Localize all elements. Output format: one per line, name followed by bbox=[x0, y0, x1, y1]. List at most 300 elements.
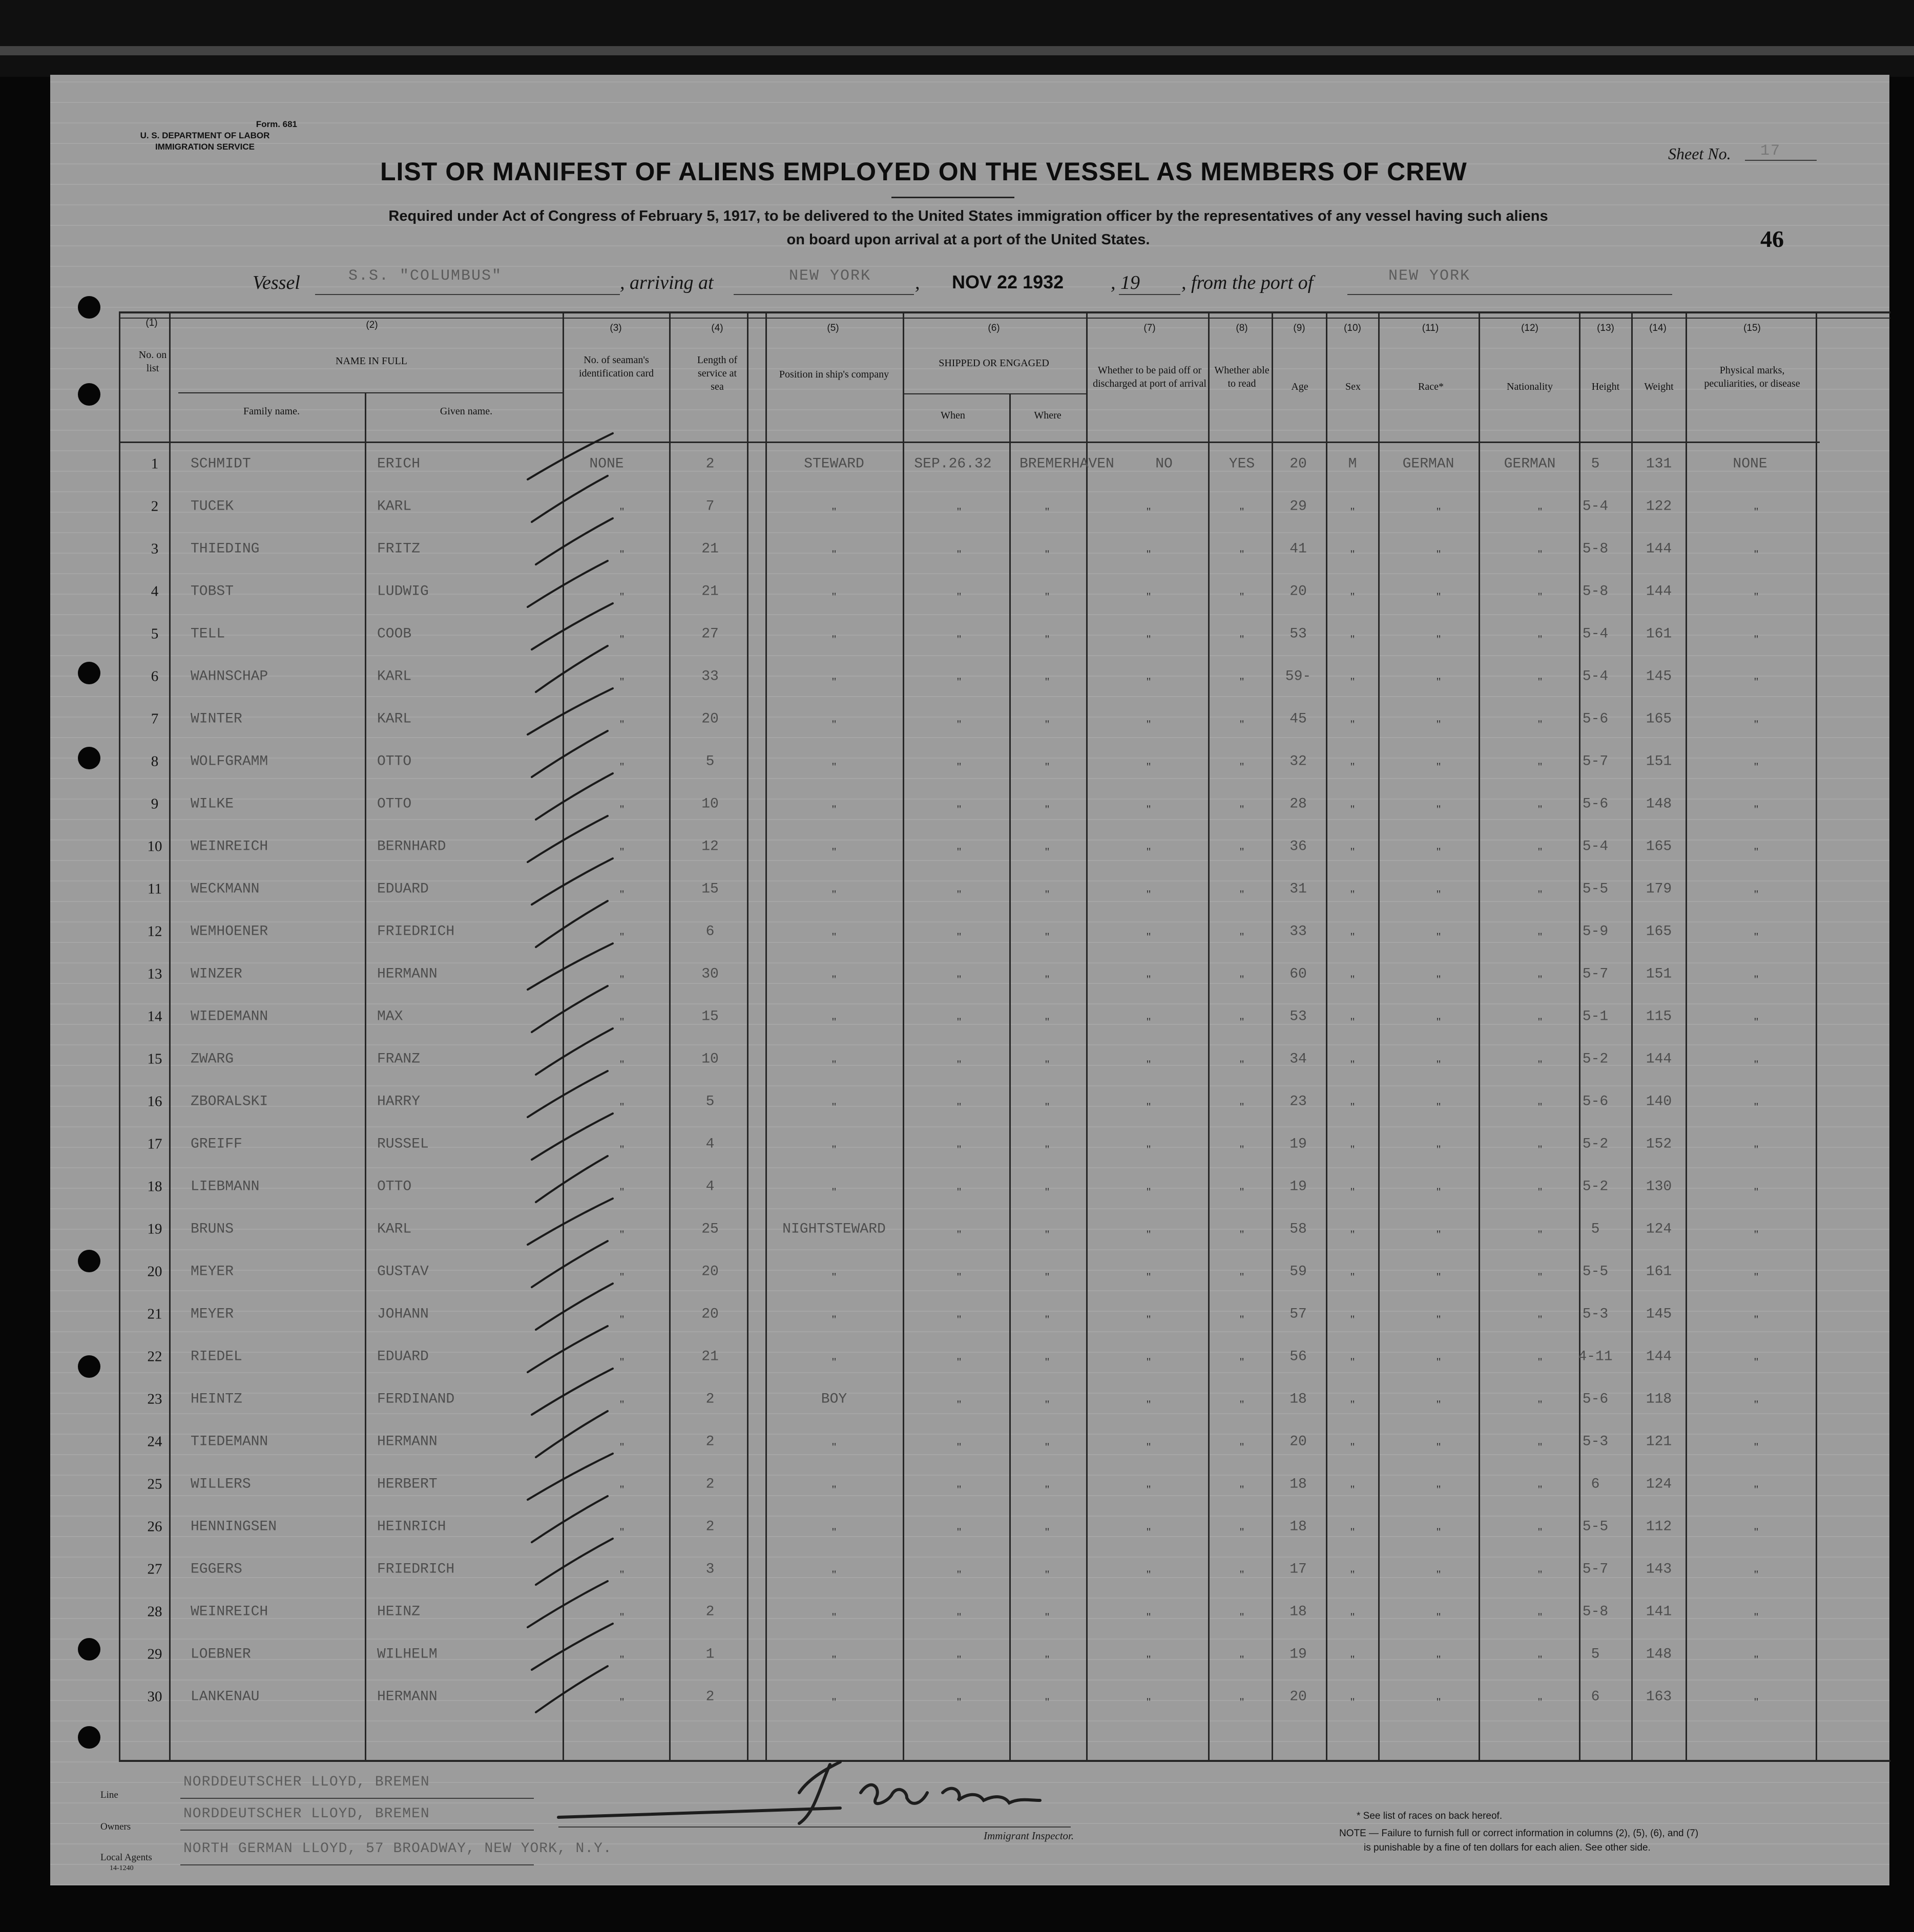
paid-off-ditto: " bbox=[1146, 1568, 1151, 1581]
nationality-ditto: " bbox=[1537, 1143, 1543, 1156]
given-name: HERMANN bbox=[377, 1434, 438, 1450]
marks-ditto: " bbox=[1754, 1185, 1759, 1198]
position-ditto: " bbox=[831, 718, 837, 730]
read-ditto: " bbox=[1239, 1143, 1244, 1156]
paid-off-ditto: " bbox=[1146, 973, 1151, 985]
when-ditto: " bbox=[956, 803, 962, 815]
marks-ditto: " bbox=[1754, 590, 1759, 603]
position-ditto: " bbox=[831, 1313, 837, 1326]
race-ditto: " bbox=[1436, 760, 1441, 773]
where-ditto: " bbox=[1045, 1100, 1050, 1113]
nationality-ditto: " bbox=[1537, 888, 1543, 900]
service-length: 21 bbox=[701, 583, 719, 600]
id-card-ditto: " bbox=[619, 888, 625, 900]
sex-ditto: " bbox=[1350, 888, 1355, 900]
paid-off-ditto: " bbox=[1146, 1440, 1151, 1453]
col5-header: Position in ship's company bbox=[779, 369, 889, 380]
given-name: FRIEDRICH bbox=[377, 1561, 455, 1578]
col11-header: Race* bbox=[1418, 381, 1444, 392]
height: 5-5 bbox=[1582, 1519, 1609, 1535]
shipped-where: BREMERHAVEN bbox=[1020, 456, 1114, 472]
paid-off-ditto: " bbox=[1146, 1228, 1151, 1241]
when-ditto: " bbox=[956, 1568, 962, 1581]
marks-ditto: " bbox=[1754, 1610, 1759, 1623]
read-ditto: " bbox=[1239, 1100, 1244, 1113]
where-ditto: " bbox=[1045, 1610, 1050, 1623]
weight: 140 bbox=[1646, 1094, 1672, 1110]
col6-number: (6) bbox=[988, 323, 1000, 333]
sex-ditto: " bbox=[1350, 505, 1355, 518]
col6-when-header: When bbox=[941, 410, 965, 421]
races-note: * See list of races on back hereof. bbox=[1357, 1811, 1503, 1821]
read-ditto: " bbox=[1239, 973, 1244, 985]
when-ditto: " bbox=[956, 1270, 962, 1283]
when-ditto: " bbox=[956, 1313, 962, 1326]
position-ditto: " bbox=[831, 1483, 837, 1496]
nationality-ditto: " bbox=[1537, 1015, 1543, 1028]
weight: 124 bbox=[1646, 1476, 1672, 1493]
weight: 115 bbox=[1646, 1009, 1672, 1025]
id-card-ditto: " bbox=[619, 1313, 625, 1326]
family-name: MEYER bbox=[191, 1306, 234, 1322]
family-name: WEINREICH bbox=[191, 838, 268, 855]
arriving-port: NEW YORK bbox=[789, 267, 871, 285]
race-ditto: " bbox=[1436, 1185, 1441, 1198]
service-name: IMMIGRATION SERVICE bbox=[155, 142, 255, 152]
sex-ditto: " bbox=[1350, 760, 1355, 773]
when-ditto: " bbox=[956, 1695, 962, 1708]
position-ditto: " bbox=[831, 1355, 837, 1368]
sex-ditto: " bbox=[1350, 1483, 1355, 1496]
marks-ditto: " bbox=[1754, 505, 1759, 518]
race-ditto: " bbox=[1436, 1100, 1441, 1113]
weight: 161 bbox=[1646, 626, 1672, 642]
marks-ditto: " bbox=[1754, 1398, 1759, 1411]
position-ditto: " bbox=[831, 845, 837, 858]
height: 5 bbox=[1591, 1221, 1600, 1237]
sex-ditto: " bbox=[1350, 1695, 1355, 1708]
line-value: NORDDEUTSCHER LLOYD, BREMEN bbox=[183, 1774, 430, 1790]
id-card-ditto: " bbox=[619, 1058, 625, 1070]
paid-off-ditto: " bbox=[1146, 1355, 1151, 1368]
when-ditto: " bbox=[956, 930, 962, 943]
read-ditto: " bbox=[1239, 505, 1244, 518]
family-name: SCHMIDT bbox=[191, 456, 251, 472]
paid-off-ditto: " bbox=[1146, 1185, 1151, 1198]
position-ditto: " bbox=[831, 1015, 837, 1028]
marks-ditto: " bbox=[1754, 718, 1759, 730]
vessel-name: S.S. "COLUMBUS" bbox=[348, 267, 503, 285]
where-ditto: " bbox=[1045, 973, 1050, 985]
paid-off-ditto: " bbox=[1146, 718, 1151, 730]
read-ditto: " bbox=[1239, 1568, 1244, 1581]
race-ditto: " bbox=[1436, 505, 1441, 518]
family-name: LOEBNER bbox=[191, 1646, 251, 1663]
race-ditto: " bbox=[1436, 1398, 1441, 1411]
where-ditto: " bbox=[1045, 760, 1050, 773]
id-card-ditto: " bbox=[619, 1483, 625, 1496]
row-number: 16 bbox=[147, 1093, 162, 1110]
service-length: 15 bbox=[701, 1009, 719, 1025]
weight: 144 bbox=[1646, 583, 1672, 600]
where-ditto: " bbox=[1045, 590, 1050, 603]
family-name: WILLERS bbox=[191, 1476, 251, 1493]
family-name: BRUNS bbox=[191, 1221, 234, 1237]
family-name: ZBORALSKI bbox=[191, 1094, 268, 1110]
col9-number: (9) bbox=[1293, 323, 1305, 333]
paid-off-ditto: " bbox=[1146, 1653, 1151, 1666]
id-card-ditto: " bbox=[619, 1143, 625, 1156]
race-ditto: " bbox=[1436, 1143, 1441, 1156]
id-card-ditto: " bbox=[619, 1440, 625, 1453]
given-name: KARL bbox=[377, 1221, 412, 1237]
nationality-ditto: " bbox=[1537, 590, 1543, 603]
col3-number: (3) bbox=[610, 323, 622, 333]
age: 53 bbox=[1289, 1009, 1307, 1025]
col6-where-header: Where bbox=[1034, 410, 1062, 421]
race-ditto: " bbox=[1436, 1015, 1441, 1028]
height: 5-3 bbox=[1582, 1306, 1609, 1322]
race-ditto: " bbox=[1436, 633, 1441, 645]
arriving-label: , arriving at bbox=[620, 272, 714, 293]
position-ditto: " bbox=[831, 888, 837, 900]
weight: 144 bbox=[1646, 541, 1672, 557]
penalty-note-2: is punishable by a fine of ten dollars for each alien. See other side. bbox=[1364, 1842, 1651, 1853]
row-number: 3 bbox=[151, 540, 159, 557]
row-number: 2 bbox=[151, 498, 159, 515]
age: 17 bbox=[1289, 1561, 1307, 1578]
service-length: 2 bbox=[705, 1434, 715, 1450]
nationality-ditto: " bbox=[1537, 845, 1543, 858]
service-length: 10 bbox=[701, 796, 719, 812]
when-ditto: " bbox=[956, 548, 962, 560]
nationality-ditto: " bbox=[1537, 1398, 1543, 1411]
given-name: EDUARD bbox=[377, 1349, 429, 1365]
read-ditto: " bbox=[1239, 1695, 1244, 1708]
read-ditto: " bbox=[1239, 1313, 1244, 1326]
service-length: 25 bbox=[701, 1221, 719, 1237]
family-name: MEYER bbox=[191, 1264, 234, 1280]
row-number: 30 bbox=[147, 1688, 162, 1705]
id-card-ditto: " bbox=[619, 633, 625, 645]
family-name: TIEDEMANN bbox=[191, 1434, 268, 1450]
paid-off-ditto: " bbox=[1146, 548, 1151, 560]
service-length: 33 bbox=[701, 668, 719, 685]
row-number: 1 bbox=[151, 455, 159, 472]
where-ditto: " bbox=[1045, 1313, 1050, 1326]
given-name: LUDWIG bbox=[377, 583, 429, 600]
nationality-ditto: " bbox=[1537, 1568, 1543, 1581]
given-name: HERMANN bbox=[377, 1689, 438, 1705]
paid-off-ditto: " bbox=[1146, 1058, 1151, 1070]
col14-number: (14) bbox=[1649, 323, 1667, 333]
family-name: WOLFGRAMM bbox=[191, 753, 268, 770]
family-name: TELL bbox=[191, 626, 225, 642]
age: 20 bbox=[1289, 1689, 1307, 1705]
read-ditto: " bbox=[1239, 1525, 1244, 1538]
agents-value: NORTH GERMAN LLOYD, 57 BROADWAY, NEW YORK, N.Y. bbox=[183, 1841, 612, 1857]
race-ditto: " bbox=[1436, 1313, 1441, 1326]
id-card-ditto: " bbox=[619, 760, 625, 773]
nationality-ditto: " bbox=[1537, 803, 1543, 815]
given-name: HEINRICH bbox=[377, 1519, 446, 1535]
col6-header: SHIPPED OR ENGAGED bbox=[939, 358, 1049, 369]
read-ditto: " bbox=[1239, 1015, 1244, 1028]
service-length: 2 bbox=[705, 1604, 715, 1620]
col2-header: NAME IN FULL bbox=[336, 355, 407, 367]
col9-header: Age bbox=[1291, 381, 1308, 392]
when-ditto: " bbox=[956, 633, 962, 645]
read-ditto: " bbox=[1239, 930, 1244, 943]
age: 18 bbox=[1289, 1391, 1307, 1408]
weight: 112 bbox=[1646, 1519, 1672, 1535]
age: 34 bbox=[1289, 1051, 1307, 1067]
sex-ditto: " bbox=[1350, 1143, 1355, 1156]
given-name: KARL bbox=[377, 711, 412, 727]
race: GERMAN bbox=[1402, 456, 1454, 472]
from-port-label: , from the port of bbox=[1181, 272, 1314, 293]
paid-off-ditto: " bbox=[1146, 930, 1151, 943]
family-name: WINZER bbox=[191, 966, 242, 982]
marks-ditto: " bbox=[1754, 1100, 1759, 1113]
nationality-ditto: " bbox=[1537, 505, 1543, 518]
height: 4-11 bbox=[1578, 1349, 1613, 1365]
age: 18 bbox=[1289, 1604, 1307, 1620]
col13-number: (13) bbox=[1597, 323, 1614, 333]
id-card-ditto: " bbox=[619, 973, 625, 985]
service-length: 27 bbox=[701, 626, 719, 642]
marks-ditto: " bbox=[1754, 1355, 1759, 1368]
row-number: 5 bbox=[151, 625, 159, 642]
race-ditto: " bbox=[1436, 930, 1441, 943]
marks-ditto: " bbox=[1754, 760, 1759, 773]
where-ditto: " bbox=[1045, 675, 1050, 688]
where-ditto: " bbox=[1045, 1228, 1050, 1241]
paid-off: NO bbox=[1155, 456, 1173, 472]
weight: 143 bbox=[1646, 1561, 1672, 1578]
height: 5-7 bbox=[1582, 1561, 1609, 1578]
read-ditto: " bbox=[1239, 1228, 1244, 1241]
read-ditto: " bbox=[1239, 675, 1244, 688]
row-number: 29 bbox=[147, 1646, 162, 1663]
when-ditto: " bbox=[956, 1398, 962, 1411]
weight: 165 bbox=[1646, 923, 1672, 940]
read-ditto: " bbox=[1239, 718, 1244, 730]
row-number: 22 bbox=[147, 1348, 162, 1365]
when-ditto: " bbox=[956, 675, 962, 688]
paid-off-ditto: " bbox=[1146, 1610, 1151, 1623]
sex-ditto: " bbox=[1350, 803, 1355, 815]
col10-header: Sex bbox=[1345, 381, 1361, 392]
nationality-ditto: " bbox=[1537, 1653, 1543, 1666]
row-number: 6 bbox=[151, 668, 159, 685]
paid-off-ditto: " bbox=[1146, 1695, 1151, 1708]
paid-off-ditto: " bbox=[1146, 1270, 1151, 1283]
marks-ditto: " bbox=[1754, 803, 1759, 815]
row-number: 20 bbox=[147, 1263, 162, 1280]
sex-ditto: " bbox=[1350, 1100, 1355, 1113]
when-ditto: " bbox=[956, 1610, 962, 1623]
marks-ditto: " bbox=[1754, 973, 1759, 985]
position: NIGHTSTEWARD bbox=[782, 1221, 886, 1237]
col5-number: (5) bbox=[827, 323, 839, 333]
given-name: FRITZ bbox=[377, 541, 421, 557]
read-ditto: " bbox=[1239, 1610, 1244, 1623]
id-card-ditto: " bbox=[619, 1270, 625, 1283]
paid-off-ditto: " bbox=[1146, 1483, 1151, 1496]
col14-header: Weight bbox=[1644, 381, 1674, 392]
race-ditto: " bbox=[1436, 845, 1441, 858]
sex-ditto: " bbox=[1350, 1653, 1355, 1666]
where-ditto: " bbox=[1045, 1440, 1050, 1453]
weight: 179 bbox=[1646, 881, 1672, 897]
from-port-value: NEW YORK bbox=[1388, 267, 1471, 285]
nationality-ditto: " bbox=[1537, 1525, 1543, 1538]
position-ditto: " bbox=[831, 1100, 837, 1113]
sex-ditto: " bbox=[1350, 548, 1355, 560]
age: 19 bbox=[1289, 1136, 1307, 1152]
service-length: 21 bbox=[701, 541, 719, 557]
weight: 131 bbox=[1646, 456, 1672, 472]
weight: 152 bbox=[1646, 1136, 1672, 1152]
nationality-ditto: " bbox=[1537, 930, 1543, 943]
row-number: 21 bbox=[147, 1306, 162, 1322]
age: 33 bbox=[1289, 923, 1307, 940]
inspector-label: Immigrant Inspector. bbox=[984, 1830, 1074, 1842]
service-length: 2 bbox=[705, 1689, 715, 1705]
family-name: TOBST bbox=[191, 583, 234, 600]
paid-off-ditto: " bbox=[1146, 1398, 1151, 1411]
nationality-ditto: " bbox=[1537, 633, 1543, 645]
id-card-ditto: " bbox=[619, 1568, 625, 1581]
id-card-ditto: " bbox=[619, 1610, 625, 1623]
given-name: GUSTAV bbox=[377, 1264, 429, 1280]
able-to-read: YES bbox=[1229, 456, 1255, 472]
sex-ditto: " bbox=[1350, 973, 1355, 985]
weight: 145 bbox=[1646, 1306, 1672, 1322]
age: 28 bbox=[1289, 796, 1307, 812]
height: 5-4 bbox=[1582, 668, 1609, 685]
id-card-ditto: " bbox=[619, 930, 625, 943]
id-card-ditto: " bbox=[619, 1185, 625, 1198]
race-ditto: " bbox=[1436, 718, 1441, 730]
paid-off-ditto: " bbox=[1146, 505, 1151, 518]
col12-number: (12) bbox=[1521, 323, 1538, 333]
nationality-ditto: " bbox=[1537, 1270, 1543, 1283]
paid-off-ditto: " bbox=[1146, 888, 1151, 900]
page-number: 46 bbox=[1760, 226, 1784, 252]
family-name: WECKMANN bbox=[191, 881, 260, 897]
nationality-ditto: " bbox=[1537, 1100, 1543, 1113]
height: 5-6 bbox=[1582, 711, 1609, 727]
nationality-ditto: " bbox=[1537, 1228, 1543, 1241]
nationality-ditto: " bbox=[1537, 1440, 1543, 1453]
arrival-date-stamp: NOV 22 1932 bbox=[952, 271, 1064, 292]
position: BOY bbox=[821, 1391, 847, 1408]
weight: 118 bbox=[1646, 1391, 1672, 1408]
marks-ditto: " bbox=[1754, 930, 1759, 943]
sex-ditto: " bbox=[1350, 1058, 1355, 1070]
marks-ditto: " bbox=[1754, 548, 1759, 560]
where-ditto: " bbox=[1045, 1653, 1050, 1666]
family-name: HEINTZ bbox=[191, 1391, 242, 1408]
nationality-ditto: " bbox=[1537, 760, 1543, 773]
position-ditto: " bbox=[831, 1440, 837, 1453]
where-ditto: " bbox=[1045, 930, 1050, 943]
subtitle-line-2: on board upon arrival at a port of the United States. bbox=[786, 232, 1150, 248]
when-ditto: " bbox=[956, 718, 962, 730]
row-number: 24 bbox=[147, 1433, 162, 1450]
service-length: 2 bbox=[705, 456, 715, 472]
signature-rule bbox=[558, 1826, 1071, 1828]
service-length: 1 bbox=[705, 1646, 715, 1663]
race-ditto: " bbox=[1436, 1483, 1441, 1496]
sex-ditto: " bbox=[1350, 1355, 1355, 1368]
service-length: 2 bbox=[705, 1519, 715, 1535]
given-name: BERNHARD bbox=[377, 838, 446, 855]
position-ditto: " bbox=[831, 1525, 837, 1538]
read-ditto: " bbox=[1239, 1270, 1244, 1283]
sex-ditto: " bbox=[1350, 1015, 1355, 1028]
service-length: 21 bbox=[701, 1349, 719, 1365]
marks-ditto: " bbox=[1754, 1525, 1759, 1538]
position-ditto: " bbox=[831, 973, 837, 985]
sex-ditto: " bbox=[1350, 1270, 1355, 1283]
age: 20 bbox=[1289, 1434, 1307, 1450]
when-ditto: " bbox=[956, 1440, 962, 1453]
given-name: FRIEDRICH bbox=[377, 923, 455, 940]
nationality-ditto: " bbox=[1537, 718, 1543, 730]
marks-ditto: " bbox=[1754, 1015, 1759, 1028]
marks-ditto: " bbox=[1754, 675, 1759, 688]
given-name: OTTO bbox=[377, 1179, 412, 1195]
weight: 151 bbox=[1646, 753, 1672, 770]
age: 60 bbox=[1289, 966, 1307, 982]
position-ditto: " bbox=[831, 633, 837, 645]
height: 5-3 bbox=[1582, 1434, 1609, 1450]
row-number: 12 bbox=[147, 923, 162, 940]
race-ditto: " bbox=[1436, 1653, 1441, 1666]
family-name: THIEDING bbox=[191, 541, 260, 557]
row-number: 10 bbox=[147, 838, 162, 855]
where-ditto: " bbox=[1045, 1695, 1050, 1708]
race-ditto: " bbox=[1436, 1695, 1441, 1708]
col2-given-header: Given name. bbox=[440, 406, 493, 417]
weight: 130 bbox=[1646, 1179, 1672, 1195]
row-number: 11 bbox=[148, 880, 162, 897]
position-ditto: " bbox=[831, 1058, 837, 1070]
row-number: 4 bbox=[151, 583, 159, 600]
col7-header: Whether to be paid off or discharged at port of arrival bbox=[1093, 365, 1206, 389]
read-ditto: " bbox=[1239, 1440, 1244, 1453]
family-name: RIEDEL bbox=[191, 1349, 242, 1365]
where-ditto: " bbox=[1045, 1568, 1050, 1581]
where-ditto: " bbox=[1045, 1270, 1050, 1283]
family-name: WEMHOENER bbox=[191, 923, 268, 940]
sex-ditto: " bbox=[1350, 633, 1355, 645]
height: 5-8 bbox=[1582, 583, 1609, 600]
sex-ditto: " bbox=[1350, 1525, 1355, 1538]
sex-ditto: " bbox=[1350, 718, 1355, 730]
id-card-ditto: " bbox=[619, 1015, 625, 1028]
given-name: RUSSEL bbox=[377, 1136, 429, 1152]
race-ditto: " bbox=[1436, 973, 1441, 985]
col15-number: (15) bbox=[1743, 323, 1761, 333]
nationality-ditto: " bbox=[1537, 1610, 1543, 1623]
age: 19 bbox=[1289, 1646, 1307, 1663]
col12-header: Nationality bbox=[1507, 381, 1553, 392]
marks-ditto: " bbox=[1754, 1228, 1759, 1241]
